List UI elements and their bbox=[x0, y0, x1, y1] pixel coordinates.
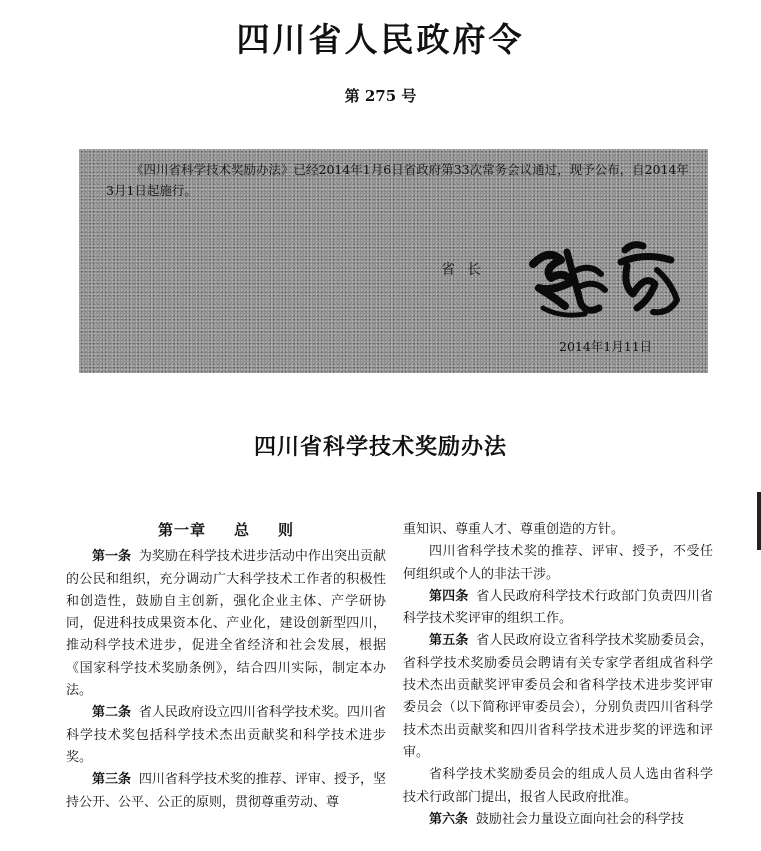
chapter-title-2: 则 bbox=[278, 521, 295, 539]
governor-label: 省长 bbox=[441, 262, 493, 278]
governor-signature bbox=[521, 234, 691, 324]
article-label: 第三条 bbox=[92, 772, 132, 788]
decree-header-title: 四川省人民政府令 bbox=[236, 20, 525, 59]
article-text: 省人民政府科学技术行政部门负责四川省科学技术奖评审的组织工作。 bbox=[403, 588, 713, 627]
article-text: 省人民政府设立省科学技术奖励委员会，省科学技术奖励委员会聘请有关专家学者组成省科学技术杰出贡献奖评审委员会和省科学技术进步奖评审委员会（以下简称评审委员会），分别负责四川省科学技术杰出贡献奖和四川省科学技术进步奖的评选和评审。 bbox=[403, 633, 713, 760]
article-3 bbox=[66, 769, 386, 814]
article-5-para-2: 省科学技术奖励委员会的组成人员人选由省科学技术行政部门提出，报省人民政府批准。 bbox=[403, 767, 713, 805]
article-text: 为奖励在科学技术进步活动中作出突出贡献的公民和组织，充分调动广大科学技术工作者的积极性和创造性，鼓励自主创新，强化企业主体、产学研协同，促进科技成果资本化、产业化，建设创新型四川，推动科学技术进步，促进全省经济和社会发展，根据《国家科学技术奖励条例》，结合四川实际，制定本办法。 bbox=[66, 549, 386, 699]
decree-date: 2014年1月11日 bbox=[559, 339, 653, 354]
article-4 bbox=[403, 586, 713, 631]
right-column bbox=[403, 519, 713, 831]
article-text: 四川省科学技术奖的推荐、评审、授予，坚持公开、公平、公正的原则，贯彻尊重劳动、尊 bbox=[66, 772, 386, 810]
order-number: 第 275 号 bbox=[344, 87, 417, 105]
chapter-heading bbox=[66, 519, 386, 541]
article-2 bbox=[66, 702, 386, 769]
article-text: 鼓励社会力量设立面向社会的科学技 bbox=[475, 811, 684, 827]
article-3-continued: 重知识、尊重人才、尊重创造的方针。 bbox=[403, 522, 625, 537]
left-column bbox=[66, 519, 386, 814]
decree-text: 《四川省科学技术奖励办法》已经2014年1月6日省政府第33次常务会议通过，现予公布，自2014年3月1日起施行。 bbox=[106, 162, 689, 198]
article-label: 第六条 bbox=[429, 811, 469, 827]
article-1 bbox=[66, 546, 386, 702]
chapter-title-1: 总 bbox=[233, 521, 250, 539]
article-6 bbox=[403, 809, 713, 831]
article-text: 省人民政府设立四川省科学技术奖。四川省科学技术奖包括科学技术杰出贡献奖和科学技术进步奖。 bbox=[66, 705, 386, 765]
article-5 bbox=[403, 630, 713, 764]
article-label: 第五条 bbox=[429, 633, 469, 649]
document-title: 四川省科学技术奖励办法 bbox=[253, 434, 507, 460]
article-label: 第二条 bbox=[92, 705, 132, 721]
chapter-number: 第一章 bbox=[157, 521, 206, 539]
article-label: 第四条 bbox=[429, 588, 469, 604]
article-3-para-2: 四川省科学技术奖的推荐、评审、授予，不受任何组织或个人的非法干涉。 bbox=[403, 544, 713, 582]
decree-notice-box bbox=[79, 149, 708, 373]
article-label: 第一条 bbox=[92, 549, 132, 565]
page-edge-mark bbox=[757, 492, 761, 550]
